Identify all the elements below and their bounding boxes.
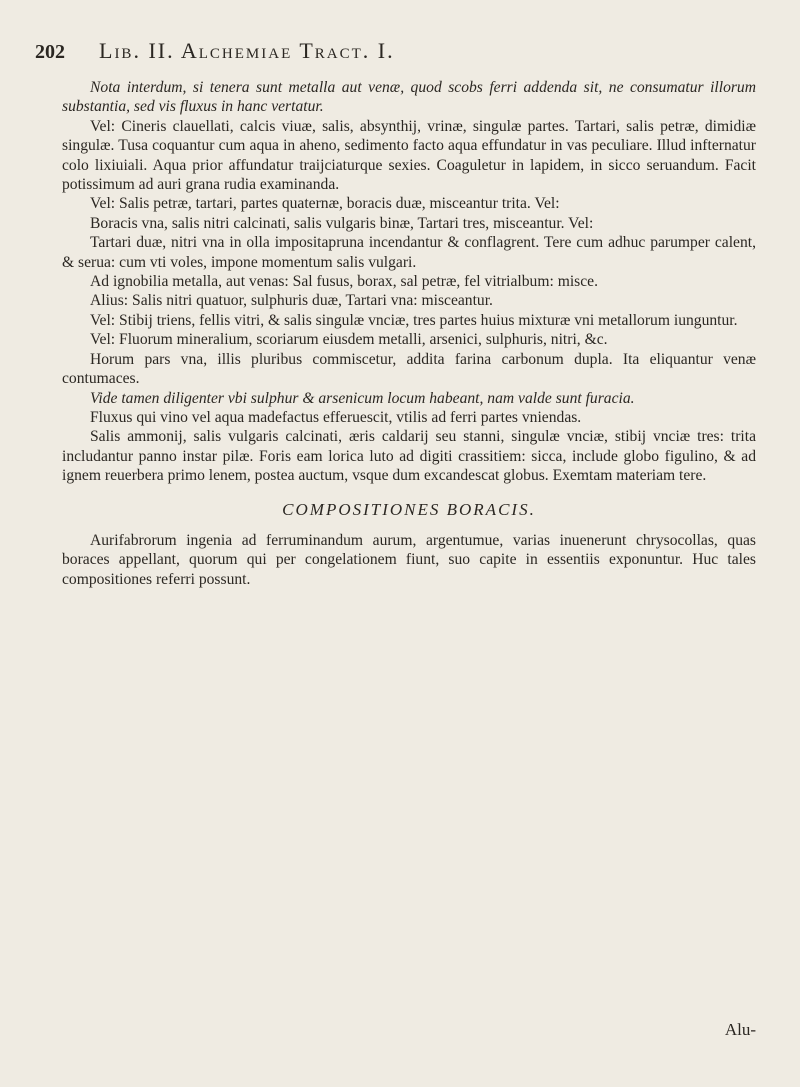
paragraph-recipe: Vel: Salis petræ, tartari, partes quaternæ, boracis duæ, misceantur trita. Vel:: [90, 195, 560, 213]
paragraph-recipe: Vel: Stibij triens, fellis vitri, & salis singulæ vnciæ, tres partes huius mixturæ vni metallorum iunguntur.: [90, 311, 738, 329]
paragraph-recipe: Alius: Salis nitri quatuor, sulphuris duæ, Tartari vna: misceantur.: [90, 292, 493, 310]
paragraph-recipe: Vel: Cineris clauellati, calcis viuæ, salis, absynthij, vrinæ, singulæ partes. Tartari, salis petræ, dimidiæ singulæ. Tusa coquantur cum aqua in aheno, sedimento facto aqua effundatur in vas peculiare. Illud infternatur colo lixiuiali. Aqua prior affundatur traijciaturque sexies. Coaguletur in lapidem, in sicco seruandum. Facit potissimum ad auri grana rudia examinanda.: [62, 117, 756, 194]
paragraph-recipe: Fluxus qui vino vel aqua madefactus efferuescit, vtilis ad ferri partes vniendas.: [90, 408, 582, 426]
page-header: [35, 38, 760, 72]
section-title: COMPOSITIONES BORACIS.: [282, 499, 536, 519]
paragraph-closing: Aurifabrorum ingenia ad ferruminandum aurum, argentumue, varias inuenerunt chrysocollas, quas boraces appellant, quorum qui per congelationem fiunt, suo capite in essentiis exponuntur. Huc tales compositiones referri possunt.: [62, 531, 756, 588]
paragraph-recipe: Ad ignobilia metalla, aut venas: Sal fusus, borax, sal petræ, fel vitrialbum: misce.: [90, 273, 598, 291]
paragraph-recipe: Tartari duæ, nitri vna in olla impositapruna incendantur & conflagrent. Tere cum adhuc parumper calent, & serua: cum vti voles, impone momentum salis vulgari.: [62, 234, 756, 271]
paragraph-recipe: Horum pars vna, illis pluribus commiscetur, addita farina carbonum dupla. Ita eliquantur venæ contumaces.: [62, 350, 756, 388]
paragraph-recipe: Salis ammonij, salis vulgaris calcinati, æris caldarij seu stanni, singulæ vnciæ, stibij vnciæ tres: trita includantur panno instar pilæ. Foris eam lorica luto ad digiti crassitiem: sicca, include globo figulino, & ad ignem reuerbera primo lenem, postea auctum, vsque dum excandescat globus. Exemtam materiam tere.: [62, 428, 756, 485]
paragraph-recipe: Vel: Fluorum mineralium, scoriarum eiusdem metalli, arsenici, sulphuris, nitri, &c.: [90, 331, 608, 349]
paragraph-nota: Nota interdum, si tenera sunt metalla aut venæ, quod scobs ferri addenda sit, ne consumatur illorum substantia, sed vis fluxus in hanc vertatur.: [62, 79, 756, 116]
page-number: 202: [35, 41, 65, 63]
paragraph-recipe: Boracis vna, salis nitri calcinati, salis vulgaris binæ, Tartari tres, misceantur. Vel:: [90, 214, 594, 232]
catchword: Alu-: [724, 1020, 756, 1039]
paragraph-warning: Vide tamen diligenter vbi sulphur & arsenicum locum habeant, nam valde sunt furacia.: [90, 389, 635, 407]
running-title: Lib. II. Alchemiae Tract. I.: [99, 38, 395, 63]
body-text: [62, 78, 756, 589]
